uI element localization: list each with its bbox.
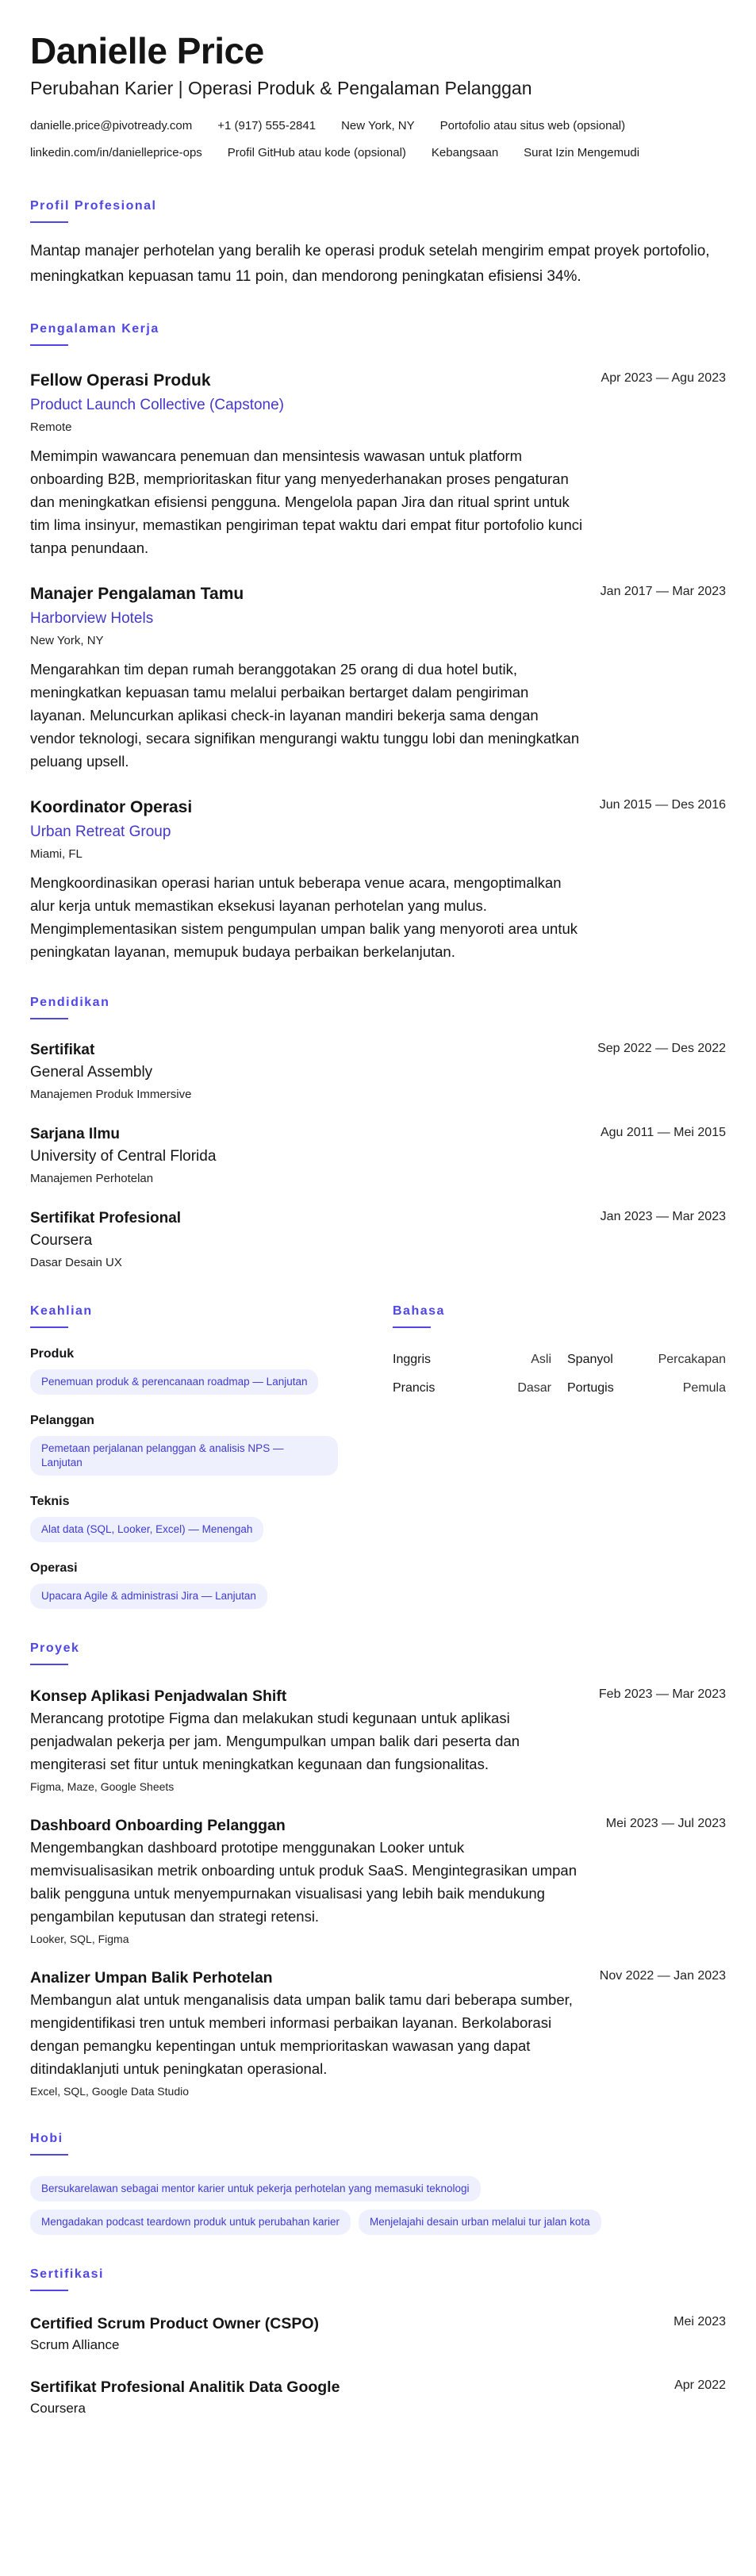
certification-item xyxy=(30,2377,726,2418)
project-tech: Looker, SQL, Figma xyxy=(30,1933,129,1945)
section-divider xyxy=(30,2290,68,2291)
skill-group xyxy=(30,1493,363,1542)
skill-pill: Upacara Agile & administrasi Jira — Lanjutan xyxy=(30,1584,267,1609)
candidate-name: Danielle Price xyxy=(30,30,264,71)
job-organization: Product Launch Collective (Capstone) xyxy=(30,397,285,413)
contact-phone[interactable]: +1 (917) 555-2841 xyxy=(217,119,317,132)
project-title: Analizer Umpan Balik Perhotelan xyxy=(30,1969,273,1987)
section-title-skills: Keahlian xyxy=(30,1304,93,1318)
summary-section xyxy=(30,198,726,290)
project-dates: Mei 2023 — Jul 2023 xyxy=(605,1817,726,1830)
skills-languages-row xyxy=(30,1303,726,1609)
job-dates: Jun 2015 — Des 2016 xyxy=(599,798,726,812)
language-item xyxy=(567,1374,726,1403)
language-name: Prancis xyxy=(393,1381,436,1395)
job-location: New York, NY xyxy=(30,634,104,647)
contact-github[interactable]: Profil GitHub atau kode (opsional) xyxy=(227,146,406,159)
skill-group xyxy=(30,1346,363,1395)
language-level: Pemula xyxy=(682,1381,726,1395)
education-dates: Jan 2023 — Mar 2023 xyxy=(600,1210,726,1223)
section-divider xyxy=(30,2154,68,2156)
job-location: Miami, FL xyxy=(30,847,83,861)
contact-info xyxy=(30,113,726,167)
language-name: Inggris xyxy=(393,1353,432,1366)
degree-title: Sertifikat Profesional xyxy=(30,1210,182,1227)
certification-item xyxy=(30,2313,726,2355)
job-title: Fellow Operasi Produk xyxy=(30,371,211,390)
contact-drivers-license: Surat Izin Mengemudi xyxy=(524,146,640,159)
language-level: Asli xyxy=(531,1353,551,1366)
job-location: Remote xyxy=(30,420,72,434)
section-title-projects: Proyek xyxy=(30,1641,80,1655)
summary-text: Mantap manajer perhotelan yang beralih ke operasi produk setelah mengirim empat proyek portofolio, meningkatkan kepuasan tamu 11 poin, dan mendorong peningkatan efisiensi 34%. xyxy=(30,243,710,285)
language-item xyxy=(393,1374,551,1403)
contact-nationality: Kebangsaan xyxy=(431,146,499,159)
project-dates: Feb 2023 — Mar 2023 xyxy=(598,1687,726,1701)
hobby-pill: Bersukarelawan sebagai mentor karier untuk pekerja perhotelan yang memasuki teknologi xyxy=(30,2176,481,2202)
language-level: Dasar xyxy=(517,1381,551,1395)
job-dates: Apr 2023 — Agu 2023 xyxy=(601,371,726,385)
skill-category: Produk xyxy=(30,1347,75,1361)
certification-title: Certified Scrum Product Owner (CSPO) xyxy=(30,2315,320,2332)
language-level: Percakapan xyxy=(658,1353,726,1366)
section-title-experience: Pengalaman Kerja xyxy=(30,322,159,336)
project-dates: Nov 2022 — Jan 2023 xyxy=(599,1969,726,1983)
certification-title: Sertifikat Profesional Analitik Data Google xyxy=(30,2378,340,2396)
project-description: Membangun alat untuk menganalisis data umpan balik tamu dari beberapa sumber, mengidentifikasi tren untuk memberi informasi perbaikan layanan. Berkolaborasi dengan pemangku kepentingan untuk memprioritaskan wawasan yang dapat ditindaklanjuti untuk peningkatan operasional. xyxy=(30,1991,573,2077)
section-title-summary: Profil Profesional xyxy=(30,199,157,213)
project-description: Merancang prototipe Figma dan melakukan studi kegunaan untuk aplikasi penjadwalan pekerja per jam. Mengumpulkan umpan balik dari peserta dan mengiterasi set fitur untuk meningkatkan kegunaan dan fungsionalitas. xyxy=(30,1710,520,1772)
skill-category: Operasi xyxy=(30,1561,78,1575)
contact-portfolio[interactable]: Portofolio atau situs web (opsional) xyxy=(439,119,626,132)
education-item xyxy=(30,1124,726,1188)
job-dates: Jan 2017 — Mar 2023 xyxy=(600,585,726,598)
contact-linkedin[interactable]: linkedin.com/in/danielleprice-ops xyxy=(30,146,202,159)
job-organization: Urban Retreat Group xyxy=(30,823,171,840)
experience-section xyxy=(30,321,726,963)
languages-section xyxy=(393,1303,726,1609)
project-tech: Figma, Maze, Google Sheets xyxy=(30,1780,175,1793)
section-title-hobbies: Hobi xyxy=(30,2132,63,2145)
section-divider xyxy=(30,221,68,223)
languages-grid xyxy=(393,1346,726,1403)
language-name: Portugis xyxy=(567,1381,614,1395)
school-name: Coursera xyxy=(30,1232,93,1249)
school-name: General Assembly xyxy=(30,1064,153,1081)
experience-item xyxy=(30,370,726,559)
field-of-study: Dasar Desain UX xyxy=(30,1256,122,1269)
education-item xyxy=(30,1040,726,1104)
section-divider xyxy=(30,1018,68,1019)
skill-group xyxy=(30,1412,363,1476)
certification-date: Apr 2022 xyxy=(674,2378,726,2392)
project-item xyxy=(30,1686,726,1795)
education-section xyxy=(30,995,726,1272)
certification-date: Mei 2023 xyxy=(673,2315,726,2328)
section-title-languages: Bahasa xyxy=(393,1304,445,1318)
section-divider xyxy=(30,344,68,346)
skill-category: Pelanggan xyxy=(30,1414,94,1427)
skill-pill: Penemuan produk & perencanaan roadmap — Lanjutan xyxy=(30,1369,318,1395)
section-divider xyxy=(30,1326,68,1328)
education-dates: Sep 2022 — Des 2022 xyxy=(597,1042,726,1055)
hobby-list xyxy=(30,2168,726,2235)
certifications-section xyxy=(30,2267,726,2418)
job-description: Mengarahkan tim depan rumah beranggotakan 25 orang di dua hotel butik, meningkatkan kepuasan tamu melalui perbaikan bertarget dalam pengiriman layanan. Meluncurkan aplikasi check-in layanan mandiri bekerja sama dengan vendor teknologi, secara signifikan mengurangi waktu tunggu lobi dan meningkatkan peluang upsell. xyxy=(30,661,580,770)
hobby-pill: Mengadakan podcast teardown produk untuk perubahan karier xyxy=(30,2209,351,2235)
language-name: Spanyol xyxy=(567,1353,613,1366)
candidate-subtitle: Perubahan Karier | Operasi Produk & Pengalaman Pelanggan xyxy=(30,78,532,98)
skill-group xyxy=(30,1560,363,1609)
project-description: Mengembangkan dashboard prototipe menggunakan Looker untuk memvisualisasikan metrik onboarding untuk produk SaaS. Mengintegrasikan umpan balik pengguna untuk menyempurnakan visualisasi yang lebih baik mendukung pengambilan keputusan dan strategi retensi. xyxy=(30,1839,577,1925)
section-title-education: Pendidikan xyxy=(30,996,110,1009)
section-title-certifications: Sertifikasi xyxy=(30,2267,104,2281)
job-description: Memimpin wawancara penemuan dan mensintesis wawasan untuk platform onboarding B2B, memprioritaskan fitur yang menyederhanakan proses pengaturan dan meningkatkan efisiensi pengguna. Mengelola papan Jira dan ritual sprint untuk tim lima insinyur, memastikan pengiriman tepat waktu dari empat fitur portofolio kunci tanpa penundaan. xyxy=(30,447,583,556)
certification-issuer: Coursera xyxy=(30,2401,86,2416)
project-title: Dashboard Onboarding Pelanggan xyxy=(30,1817,286,1834)
job-title: Koordinator Operasi xyxy=(30,798,193,816)
job-organization: Harborview Hotels xyxy=(30,610,154,627)
experience-item xyxy=(30,797,726,963)
degree-title: Sarjana Ilmu xyxy=(30,1126,120,1142)
certification-issuer: Scrum Alliance xyxy=(30,2337,120,2352)
school-name: University of Central Florida xyxy=(30,1148,217,1165)
project-item xyxy=(30,1815,726,1947)
job-description: Mengkoordinasikan operasi harian untuk beberapa venue acara, mengoptimalkan alur kerja untuk memastikan eksekusi layanan perhotelan yang mulus. Mengimplementasikan sistem pengumpulan umpan balik yang menyoroti area untuk peningkatan layanan, memupuk budaya perbaikan berkelanjutan. xyxy=(30,874,578,960)
contact-email[interactable]: danielle.price@pivotready.com xyxy=(30,119,193,132)
language-item xyxy=(393,1346,551,1374)
project-item xyxy=(30,1968,726,2099)
language-item xyxy=(567,1346,726,1374)
field-of-study: Manajemen Produk Immersive xyxy=(30,1088,192,1101)
hobbies-section xyxy=(30,2131,726,2235)
project-title: Konsep Aplikasi Penjadwalan Shift xyxy=(30,1687,287,1705)
section-divider xyxy=(393,1326,431,1328)
hobby-pill: Menjelajahi desain urban melalui tur jalan kota xyxy=(359,2209,601,2235)
skill-pill: Pemetaan perjalanan pelanggan & analisis NPS — Lanjutan xyxy=(30,1436,338,1476)
skill-pill: Alat data (SQL, Looker, Excel) — Menengah xyxy=(30,1517,263,1542)
field-of-study: Manajemen Perhotelan xyxy=(30,1172,154,1185)
experience-item xyxy=(30,583,726,773)
projects-section xyxy=(30,1641,726,2099)
education-dates: Agu 2011 — Mei 2015 xyxy=(600,1126,726,1139)
section-divider xyxy=(30,1664,68,1665)
degree-title: Sertifikat xyxy=(30,1042,95,1058)
project-tech: Excel, SQL, Google Data Studio xyxy=(30,2085,189,2098)
skill-category: Teknis xyxy=(30,1495,70,1508)
job-title: Manajer Pengalaman Tamu xyxy=(30,585,244,603)
education-item xyxy=(30,1208,726,1272)
contact-location: New York, NY xyxy=(341,119,415,132)
skills-section xyxy=(30,1303,363,1609)
